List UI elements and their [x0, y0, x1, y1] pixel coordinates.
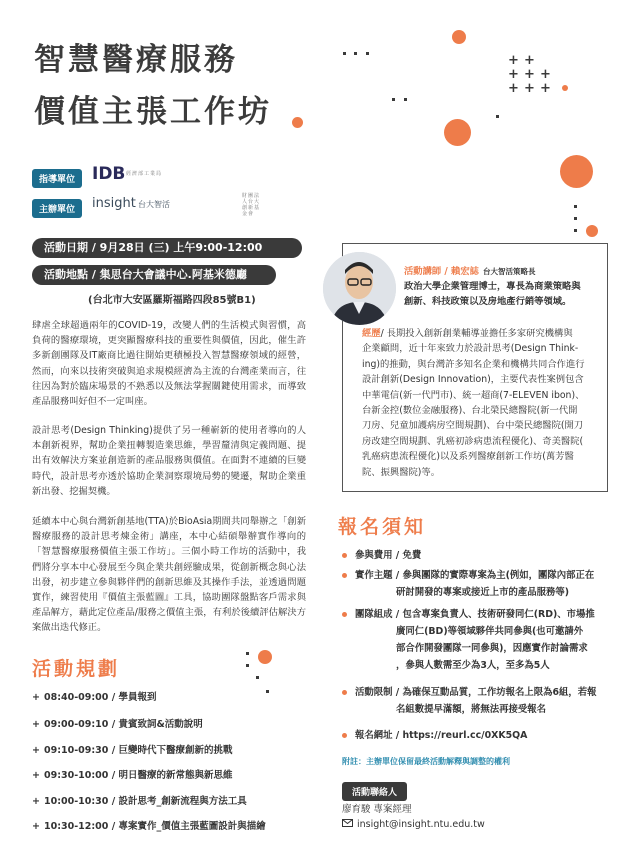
schedule-item-text: 09:10-09:30 / 巨變時代下醫療創新的挑戰	[43, 745, 233, 756]
registration-item-text: 部合作開發團隊一同參與)，因應實作討論需求	[396, 643, 588, 654]
guide-unit-label: 指導單位	[32, 169, 82, 188]
bullet-icon	[342, 553, 347, 558]
speaker-exp-line: 中華電信(新一代門市)、統一超商(7-ELEVEN ibon)、	[362, 389, 585, 401]
decor-circle	[444, 119, 471, 146]
registration-item	[342, 567, 594, 601]
contact-email[interactable]: insight@insight.ntu.edu.tw	[357, 819, 485, 830]
event-date-bar: 活動日期 / 9月28日 (三) 上午9:00-12:00	[32, 238, 302, 258]
decor-plus: +	[540, 81, 551, 96]
bullet-icon	[342, 573, 347, 578]
foundation-logo: 財團法人台大創新基金會	[242, 193, 261, 217]
speaker-exp-label: 經歷	[362, 328, 381, 339]
decor-circle	[452, 30, 466, 44]
decor-dot	[574, 229, 577, 232]
speaker-photo	[323, 252, 396, 325]
registration-item-text: 研討開發的專案或接近上市的產品服務等)	[396, 587, 570, 598]
schedule-title: 活動規劃	[32, 658, 121, 680]
plus-icon: +	[32, 745, 40, 756]
insight-logo-suffix: 台大智活	[138, 200, 170, 209]
plus-icon: +	[32, 796, 40, 807]
plus-icon: +	[32, 770, 40, 781]
decor-circle	[292, 117, 303, 128]
schedule-item	[32, 767, 232, 781]
schedule-item	[32, 793, 247, 807]
decor-circle	[258, 650, 272, 664]
speaker-bio-line-2: 創新、科技政策以及房地產行銷等領域。	[404, 296, 572, 307]
registration-note: 附註：主辦單位保留最終活動解釋與調整的權利	[342, 757, 510, 766]
registration-url[interactable]: 報名網址 / https://reurl.cc/0XK5QA	[355, 730, 528, 741]
event-address: (台北市大安區羅斯福路四段85號B1)	[88, 295, 256, 306]
speaker-exp-line-0	[362, 326, 573, 341]
schedule-item-text: 08:40-09:00 / 學員報到	[43, 692, 157, 703]
decor-dot	[366, 52, 369, 55]
decor-dot	[266, 690, 269, 693]
registration-item	[342, 727, 527, 744]
registration-item-text: 名組數提早滿額，將無法再接受報名	[396, 704, 547, 715]
title-line-2: 價值主張工作坊	[34, 94, 272, 130]
speaker-label: 活動講師 / 賴宏誌	[404, 266, 479, 277]
registration-item	[342, 547, 421, 564]
decor-plus: +	[508, 53, 519, 68]
decor-dot	[256, 676, 259, 679]
decor-plus: +	[540, 67, 551, 82]
schedule-item	[32, 818, 266, 832]
decor-dot	[574, 205, 577, 208]
intro-paragraph-3: 延續本中心與台灣新創基地(TTA)於BioAsia期間共同舉辦之「創新醫療服務的設計思考煉金術」講座，本中心結碩舉辦實作導向的「智慧醫療服務價值主張工作坊」。三個小時工作坊的活動中，我們將分享本中心發展至今與企業共創經驗成果，從創新概念與心法出發，初步建立參與夥伴們的創新思維及其操作手法，並透過問題實作，練習使用『價值主張藍圖』工具，協助團隊盤點客戶需求與產品解方，藉此定位產品/服務之價值主張，有利於後續評估解決方案做出迭代修正。	[32, 516, 306, 634]
registration-title: 報名須知	[338, 516, 427, 538]
plus-icon: +	[32, 692, 40, 703]
contact-label: 活動聯絡人	[342, 782, 407, 801]
speaker-exp-line: ing)的推動，與台灣許多知名企業和機構共同合作進行	[362, 358, 585, 370]
decor-plus: +	[508, 81, 519, 96]
schedule-item-text: 10:30-12:00 / 專案實作_價值主張藍圖設計與描繪	[43, 821, 266, 832]
contact-email-row	[342, 819, 485, 830]
registration-item-text: 參與費用 / 免費	[355, 550, 422, 561]
decor-dot	[246, 652, 249, 655]
registration-item-text: 廣同仁(BD)等領域夥伴共同參與(也可邀請外	[396, 626, 584, 637]
bullet-icon	[342, 733, 347, 738]
speaker-exp-text: / 長期投入創新創業輔導並擔任多家研究機構與	[380, 328, 573, 339]
speaker-portrait-icon	[323, 252, 396, 325]
decor-circle	[560, 155, 593, 188]
registration-item-text: 團隊組成 / 包含專案負責人、技術研發同仁(RD)、市場推	[355, 609, 595, 620]
speaker-exp-line: 台新金控(數位金融服務)、台北榮民總醫院(新一代開	[362, 405, 578, 416]
bullet-icon	[342, 612, 347, 617]
idb-logo-subtext: 經濟部工業局	[126, 171, 163, 177]
speaker-exp-line: 院、振興醫院)等。	[362, 466, 441, 478]
speaker-exp-line: 設計創新(Design Innovation)，主要代表性案例包含	[362, 374, 584, 386]
speaker-bio-line-1: 政治大學企業管理博士，專長為商業策略與	[404, 281, 581, 292]
decor-dot	[392, 98, 395, 101]
idb-logo: IDB	[92, 164, 126, 184]
registration-item	[342, 606, 595, 674]
speaker-role: 台大智活策略長	[482, 267, 536, 276]
schedule-item-text: 09:30-10:00 / 明日醫療的新常態與新思維	[43, 770, 233, 781]
intro-paragraph-2: 設計思考(Design Thinking)提供了另一種嶄新的使用者導向的人本創新視界，幫助企業扭轉製造業思維，學習釐清與定義問題、提出有效解決方案並創造新的產品服務與價值。在面對不連續的巨變時代，設計思考亦透於協助企業洞察環境局勢的變遷，幫助企業重新出發、挖掘契機。	[32, 425, 306, 497]
decor-plus: +	[508, 67, 519, 82]
decor-plus: +	[524, 81, 535, 96]
speaker-header	[404, 264, 535, 279]
bullet-icon	[342, 690, 347, 695]
contact-name: 廖育駿 專案經理	[342, 804, 412, 815]
insight-logo: insight	[92, 196, 136, 211]
decor-dot	[574, 217, 577, 220]
registration-item-text: 實作主題 / 參與團隊的實際專案為主(例如，團隊內部正在	[355, 570, 595, 581]
schedule-item	[32, 689, 156, 703]
host-unit-label: 主辦單位	[32, 199, 82, 218]
schedule-item	[32, 716, 203, 730]
decor-dot	[496, 115, 499, 118]
speaker-exp-line: 企業顧問，近十年來致力於設計思考(Design Think-	[362, 343, 579, 355]
envelope-icon	[342, 819, 353, 830]
title-line-1: 智慧醫療服務	[34, 42, 238, 78]
decor-dot	[343, 52, 346, 55]
plus-icon: +	[32, 719, 40, 730]
intro-paragraph-1: 肆虐全球超過兩年的COVID-19，改變人們的生活模式與習慣，高負荷的醫療環境，更突顯醫療科技的重要性與價值，因此，催生許多新創團隊及IT廠商比過往開始更積極投入智慧醫療領域的經營，然而，向來以技術突破與追求規模經濟為主流的台灣產業而言，往往因為對於臨床場景的不熟悉以及無法掌握關鍵使用需求，而導致產品服務叫好但不一定叫座。	[32, 320, 306, 408]
registration-item-text: ，參與人數需至少為3人，至多為5人	[396, 660, 550, 671]
decor-dot	[354, 52, 357, 55]
decor-circle	[562, 85, 568, 91]
decor-plus: +	[524, 53, 535, 68]
speaker-exp-line: 乳癌病患流程優化)以及系列醫療創新工作坊(萬芳醫	[362, 451, 574, 463]
decor-dot	[404, 98, 407, 101]
schedule-item	[32, 742, 232, 756]
speaker-exp-line: 刀房、兒童加護病房空間規劃)、台中榮民總醫院(開刀	[362, 420, 584, 432]
decor-circle	[586, 225, 598, 237]
registration-item	[342, 684, 596, 718]
decor-dot	[246, 664, 249, 667]
speaker-exp-line: 房改建空間規劃、乳癌初診病患流程優化)、奇美醫院(	[362, 435, 584, 447]
event-venue-bar: 活動地點 / 集思台大會議中心.阿基米德廳	[32, 265, 276, 285]
decor-plus: +	[524, 67, 535, 82]
schedule-item-text: 09:00-09:10 / 貴賓致詞&活動說明	[43, 719, 203, 730]
schedule-item-text: 10:00-10:30 / 設計思考_創新流程與方法工具	[43, 796, 247, 807]
registration-item-text: 活動限制 / 為確保互動品質，工作坊報名上限為6組，若報	[355, 687, 597, 698]
plus-icon: +	[32, 821, 40, 832]
